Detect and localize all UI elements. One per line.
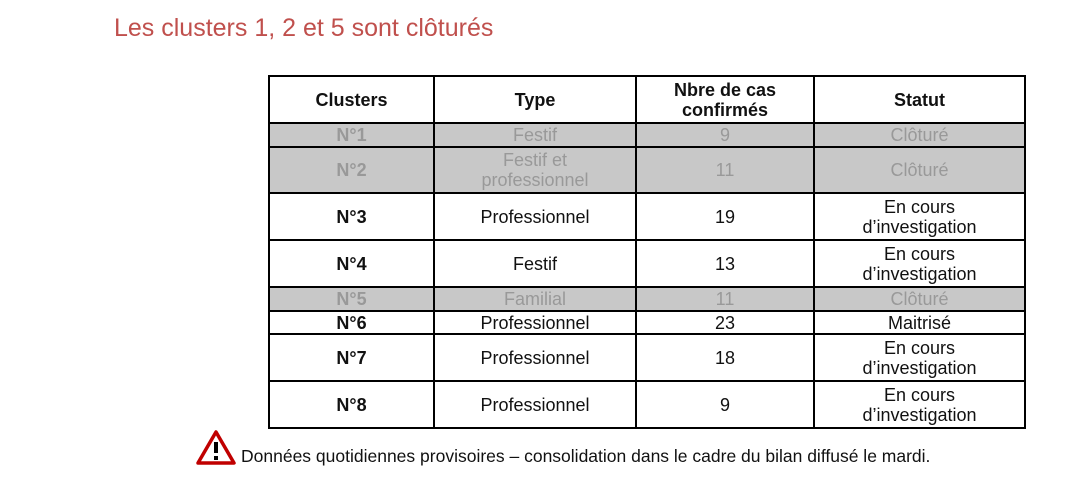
type-cell: Festif et professionnel [434,147,636,193]
cluster-cell: N°6 [269,311,434,334]
table-row [269,381,1025,428]
table-row [269,287,1025,311]
header-cases [636,76,814,123]
type-cell: Familial [434,287,636,311]
cases-cell: 9 [636,381,814,428]
cluster-cell: N°4 [269,240,434,287]
cluster-cell: N°7 [269,334,434,381]
status-cell: En cours d’investigation [814,193,1025,240]
type-cell: Festif [434,123,636,147]
type-cell: Professionnel [434,334,636,381]
status-cell: Clôturé [814,287,1025,311]
header-type: Type [434,76,636,123]
status-cell: Clôturé [814,123,1025,147]
table-row [269,311,1025,334]
cases-cell: 9 [636,123,814,147]
footnote-text: Données quotidiennes provisoires – consolidation dans le cadre du bilan diffusé le mardi. [241,446,931,466]
cluster-cell: N°2 [269,147,434,193]
type-cell: Professionnel [434,381,636,428]
header-cases-line1: Nbre de cas [673,79,777,100]
table-row [269,193,1025,240]
header-cases-line2: confirmés [681,99,769,120]
table-row [269,240,1025,287]
header-status: Statut [814,76,1025,123]
cluster-cell: N°3 [269,193,434,240]
status-cell: Clôturé [814,147,1025,193]
status-cell: En cours d’investigation [814,381,1025,428]
status-cell: Maitrisé [814,311,1025,334]
type-cell: Professionnel [434,311,636,334]
cases-cell: 13 [636,240,814,287]
page-title: Les clusters 1, 2 et 5 sont clôturés [114,14,494,42]
cases-cell: 11 [636,287,814,311]
cluster-cell: N°5 [269,287,434,311]
type-cell: Professionnel [434,193,636,240]
status-cell: En cours d’investigation [814,240,1025,287]
table-row [269,147,1025,193]
header-clusters: Clusters [269,76,434,123]
cluster-cell: N°1 [269,123,434,147]
status-cell: En cours d’investigation [814,334,1025,381]
table-row [269,123,1025,147]
cases-cell: 23 [636,311,814,334]
cluster-cell: N°8 [269,381,434,428]
type-cell: Festif [434,240,636,287]
cases-cell: 19 [636,193,814,240]
clusters-table [268,75,1026,429]
warning-icon [195,429,237,467]
table-row [269,334,1025,381]
cases-cell: 18 [636,334,814,381]
footnote [195,428,930,467]
cases-cell: 11 [636,147,814,193]
table-header-row [269,76,1025,123]
